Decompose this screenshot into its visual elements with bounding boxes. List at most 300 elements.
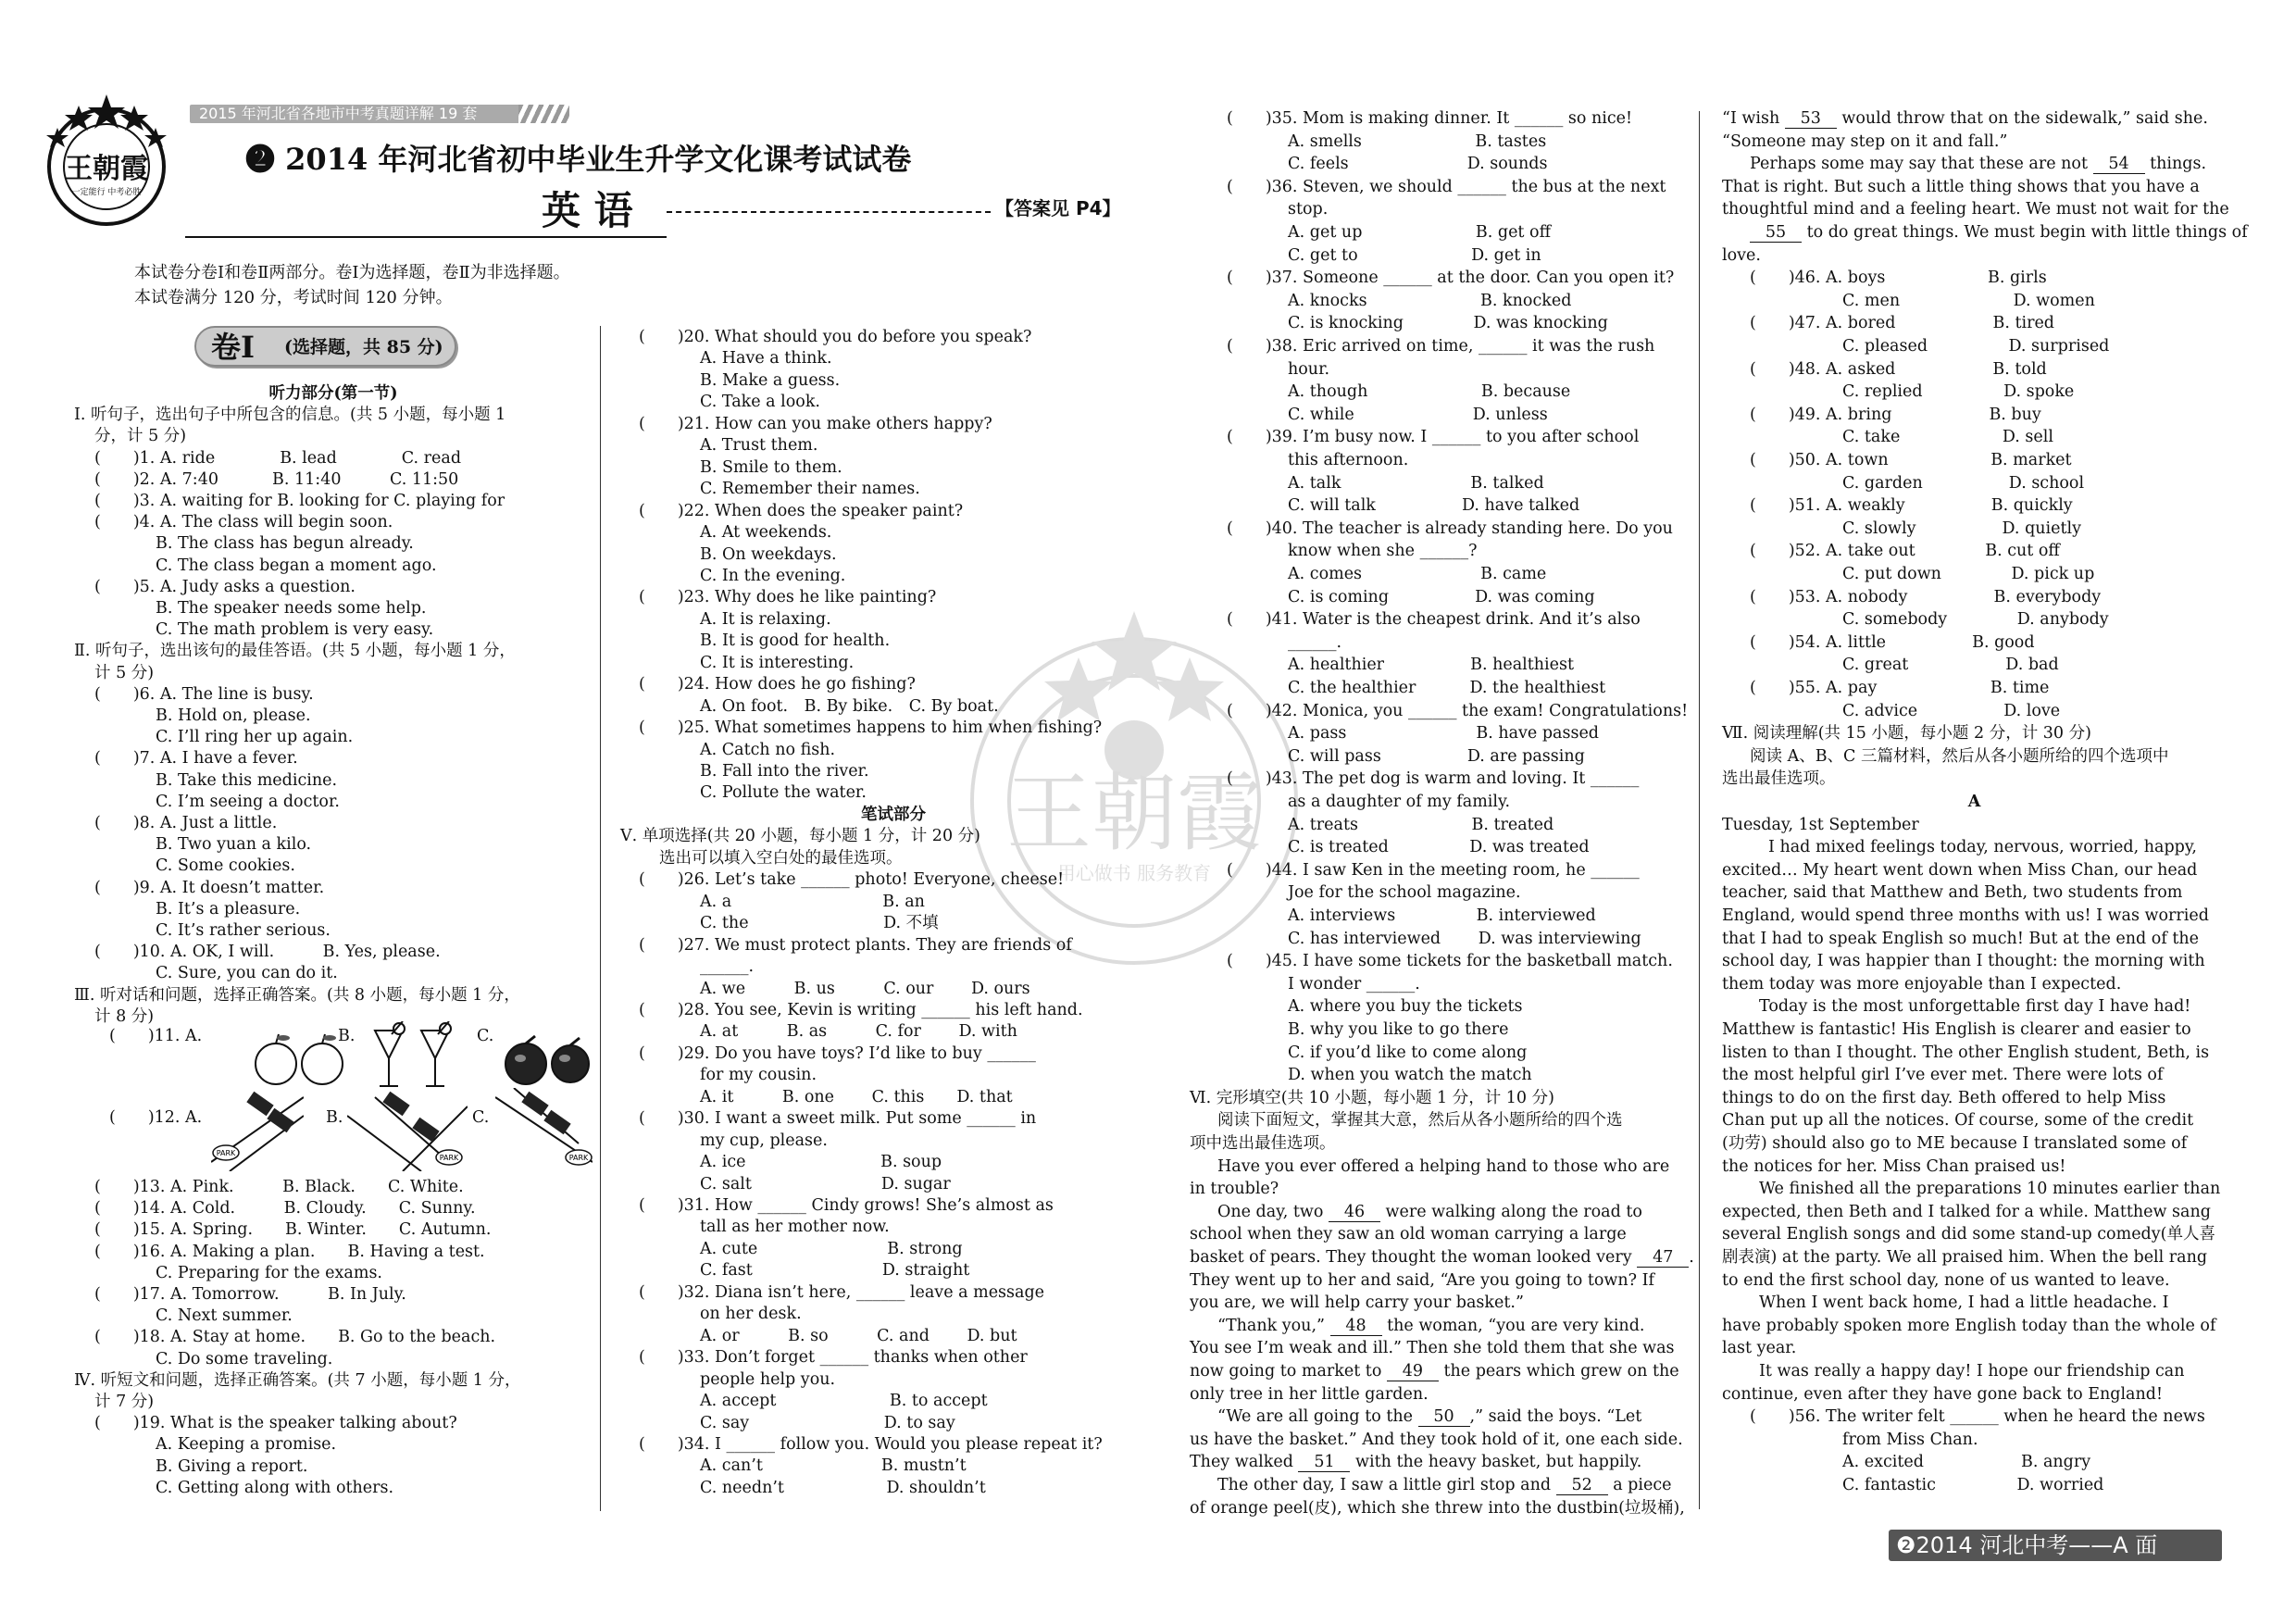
park-label-c: PARK xyxy=(568,1154,589,1162)
blank-number: 49 xyxy=(1387,1363,1439,1381)
line-text: ( )10. A. OK, I will. B. Yes, please. xyxy=(94,943,441,962)
line-text: 选出最佳选项。 xyxy=(1722,769,1836,789)
col3-line xyxy=(1227,768,1639,791)
line-text: B. Make a guess. xyxy=(700,370,841,390)
col4-line xyxy=(1722,1018,2191,1042)
line-text: C. The math problem is very easy. xyxy=(156,620,434,640)
col1-line xyxy=(94,576,356,599)
line-text: C. Pollute the water. xyxy=(700,783,867,803)
col1-line xyxy=(156,555,437,578)
part1-badge-sub: (选择题，共 85 分) xyxy=(284,337,443,357)
col2-line xyxy=(620,825,980,848)
line-text: ( )42. Monica, you ______ the exam! Congratulations! xyxy=(1227,701,1689,720)
line-text: ( )25. What sometimes happens to him when fishing? xyxy=(639,719,1103,738)
col4-line xyxy=(1722,1132,2187,1156)
line-text: A. Catch no fish. xyxy=(700,740,836,759)
line-text-tail: things. xyxy=(2144,155,2207,174)
col2-line xyxy=(700,434,817,457)
line-text: ( )31. How ______ Cindy grows! She’s almost as xyxy=(639,1196,1054,1215)
line-text-tail: would throw that on the sidewalk,” said she. xyxy=(1836,109,2208,128)
col2-line xyxy=(700,347,832,370)
blank-number: 52 xyxy=(1556,1477,1608,1495)
col2-line xyxy=(700,630,890,653)
line-text: ( )6. A. The line is busy. xyxy=(94,684,314,704)
col3-line xyxy=(1190,1429,1683,1452)
blank-number: 55 xyxy=(1750,224,1802,243)
col1b-line xyxy=(156,1456,308,1479)
line-text: Ⅱ. 听句子，选出该句的最佳答语。(共 5 小题，每小题 1 分， xyxy=(74,642,516,661)
watermark-logo xyxy=(940,593,1329,991)
line-text: ( )41. Water is the cheapest drink. And it’s also xyxy=(1227,610,1641,630)
col3-line xyxy=(1288,381,1570,404)
line-text: A. excited B. angry xyxy=(1842,1453,2091,1472)
col4-line xyxy=(1722,198,2229,221)
line-text: ( )30. I want a sweet milk. Put some ______ in xyxy=(639,1109,1037,1129)
line-text: B. It is good for health. xyxy=(700,631,891,651)
line-text: ( )2. A. 7:40 B. 11:40 C. 11:50 xyxy=(94,469,459,489)
col2-line xyxy=(700,544,837,567)
line-text: ( )5. A. Judy asks a question. xyxy=(94,577,356,596)
col2-line xyxy=(700,978,1030,1001)
line-text: They walked xyxy=(1190,1453,1299,1472)
line-text: ( )27. We must protect plants. They are friends of xyxy=(639,935,1072,955)
line-text: A. or B. so C. and D. but xyxy=(700,1326,1017,1345)
col2-line xyxy=(639,1433,1103,1456)
line-text: ( )56. The writer felt ______ when he heard the news xyxy=(1750,1407,2205,1427)
line-text: stop. xyxy=(1288,200,1329,219)
col3-line xyxy=(1288,449,1408,472)
col2-line xyxy=(639,326,1031,349)
col4-line xyxy=(1722,1156,2065,1179)
col1-line xyxy=(156,597,426,620)
col2-line xyxy=(639,1107,1036,1131)
q11-option-c: C. xyxy=(477,1027,494,1045)
col3-line xyxy=(1288,131,1546,154)
col4-line xyxy=(1722,1064,2163,1087)
line-text: C. It’s rather serious. xyxy=(156,921,331,940)
line-text: ( )45. I have some tickets for the basketball match. xyxy=(1227,952,1673,971)
line-text: 阅读下面短文，掌握其大意，然后从各小题所给的四个选 xyxy=(1217,1111,1623,1131)
col2-line xyxy=(700,1216,890,1239)
line-text: A. though B. because xyxy=(1288,382,1571,402)
line-text: Ⅴ. 单项选择(共 20 小题，每小题 1 分，计 20 分) xyxy=(620,827,980,846)
title-dash xyxy=(667,211,991,213)
col3-line xyxy=(1288,244,1541,268)
col2-line xyxy=(700,891,925,914)
line-text: from Miss Chan. xyxy=(1842,1430,1978,1449)
line-text: A. where you buy the tickets xyxy=(1288,997,1523,1017)
line-text: A. get up B. get off xyxy=(1288,223,1551,242)
col1b-line xyxy=(156,1262,382,1285)
line-text: ( )50. A. town B. market xyxy=(1750,451,2072,469)
line-text-tail: to do great things. We must begin with little things of xyxy=(1802,223,2248,242)
apples-icon xyxy=(250,1032,352,1088)
line-text: that I had to speak English so much! But at the end of the xyxy=(1722,929,2200,948)
line-text: C. get to D. get in xyxy=(1288,245,1541,265)
col2-line xyxy=(639,1281,1044,1305)
col2-line xyxy=(700,1259,969,1282)
line-text: ______. xyxy=(700,957,755,977)
line-text: the most helpful girl I’ve ever met. There were lots of xyxy=(1722,1066,2164,1085)
line-text: They went up to her and said, “Are you going to town? If xyxy=(1190,1270,1655,1290)
line-text: C. Do some traveling. xyxy=(156,1349,333,1368)
line-text: “I wish xyxy=(1722,109,1785,128)
line-text: B. Fall into the river. xyxy=(700,762,869,781)
line-text-tail: the woman, “you are very kind. xyxy=(1381,1316,1645,1335)
line-text: A. healthier B. healthiest xyxy=(1288,656,1575,675)
col4-line xyxy=(1722,1383,2163,1406)
line-text: ( )19. What is the speaker talking about? xyxy=(94,1414,457,1433)
line-text: A. On foot. B. By bike. C. By boat. xyxy=(700,696,999,716)
col3-line xyxy=(1217,1201,1642,1224)
col1-line xyxy=(156,962,338,985)
col1-line xyxy=(156,532,414,556)
line-text: ( )35. Mom is making dinner. It ______ so nice! xyxy=(1227,109,1633,128)
line-text: you are, we will help carry your basket.” xyxy=(1190,1293,1524,1313)
col2-line xyxy=(700,565,845,588)
col2-line xyxy=(700,1325,1017,1348)
col1b-line xyxy=(94,1412,457,1435)
watermark-main-text: 王朝霞 xyxy=(1005,764,1263,863)
line-text: only tree in her little garden. xyxy=(1190,1384,1429,1404)
col4-line xyxy=(1750,586,2101,609)
col3-line xyxy=(1288,722,1599,745)
paper-title xyxy=(245,141,911,178)
line-text: A xyxy=(1967,793,1981,811)
line-text: ( )13. A. Pink. B. Black. C. White. xyxy=(94,1178,464,1196)
line-text: C. Take a look. xyxy=(700,393,820,412)
line-text: ( )22. When does the speaker paint? xyxy=(639,501,964,520)
col1b-line xyxy=(156,1477,393,1500)
col1-line xyxy=(94,747,298,770)
line-text: C. is knocking D. was knocking xyxy=(1288,314,1608,333)
col1-line xyxy=(156,705,311,728)
col2-line xyxy=(700,391,820,414)
line-text: C. pleased D. surprised xyxy=(1842,337,2110,356)
line-text: ( )46. A. boys B. girls xyxy=(1750,269,2047,288)
col3-line xyxy=(1288,312,1608,335)
col2-line xyxy=(700,1303,802,1326)
line-text: C. men D. women xyxy=(1842,291,2095,310)
col4-line xyxy=(1750,267,2047,290)
col3-line xyxy=(1190,1132,1336,1156)
park-label-b: PARK xyxy=(439,1154,459,1162)
col3-line xyxy=(1190,1497,1685,1520)
col2-line xyxy=(700,369,840,393)
col3-line xyxy=(1288,928,1641,951)
line-text: C. I’ll ring her up again. xyxy=(156,728,354,747)
col3-line xyxy=(1288,631,1341,655)
q11-label: ( )11. A. xyxy=(109,1027,203,1045)
col2-line xyxy=(700,1173,951,1196)
line-text: I had mixed feelings today, nervous, worried, happy, xyxy=(1768,838,2197,857)
blank-number: 54 xyxy=(2093,156,2145,174)
col2-line xyxy=(700,760,869,783)
col2-line xyxy=(700,1238,963,1261)
col2-line xyxy=(700,739,835,762)
line-text: in trouble? xyxy=(1190,1180,1279,1199)
line-text: the notices for her. Miss Chan praised us! xyxy=(1722,1156,2066,1176)
col2-line xyxy=(700,695,999,719)
line-text: ( )37. Someone ______ at the door. Can you open it? xyxy=(1227,269,1675,288)
col4-line xyxy=(1842,472,2084,495)
col3-line xyxy=(1217,1406,1641,1429)
line-text: of orange peel(皮), which she threw into the dustbin(垃圾桶), xyxy=(1190,1498,1685,1518)
col1-line xyxy=(74,984,520,1007)
line-text: “Someone may step on it and fall.” xyxy=(1722,131,2008,151)
col3-line xyxy=(1288,1064,1532,1087)
col4-line xyxy=(1722,131,2007,154)
col3-line xyxy=(1190,1337,1675,1360)
line-text: A. pass B. have passed xyxy=(1288,724,1600,744)
col1-line xyxy=(156,833,311,856)
line-text: C. somebody D. anybody xyxy=(1842,610,2109,630)
line-text: ( )53. A. nobody B. everybody xyxy=(1750,587,2102,606)
col3-line xyxy=(1227,608,1641,631)
col3-line xyxy=(1227,859,1640,882)
map-b-icon xyxy=(347,1088,468,1171)
col2-line xyxy=(700,781,867,805)
line-text: A. It is relaxing. xyxy=(700,609,831,629)
line-text: basket of pears. They thought the woman looked very xyxy=(1190,1248,1638,1267)
line-text: ( )24. How does he go fishing? xyxy=(639,675,916,694)
col3-line xyxy=(1288,836,1590,859)
line-text: (功劳) should also go to ME because I translated some of xyxy=(1722,1134,2188,1153)
col4-line xyxy=(1722,1109,2193,1132)
col4-line xyxy=(1842,654,2059,677)
col3-line xyxy=(1288,494,1579,518)
line-text: ( )44. I saw Ken in the meeting room, he ______ xyxy=(1227,860,1640,880)
line-text: ( )23. Why does he like painting? xyxy=(639,588,937,607)
line-text: A. Trust them. xyxy=(700,436,818,456)
col2-line xyxy=(700,1064,817,1087)
line-text: tall as her mother now. xyxy=(700,1218,890,1237)
line-text: ( )14. A. Cold. B. Cloudy. C. Sunny. xyxy=(94,1199,476,1218)
footer-label: ❷2014 河北中考——A 面 xyxy=(1896,1532,2158,1558)
line-text: ______. xyxy=(1288,632,1342,652)
col4-line xyxy=(1722,881,2182,905)
line-text: C. take D. sell xyxy=(1842,428,2053,447)
col1-line xyxy=(74,382,593,406)
line-text: ( )55. A. pay B. time xyxy=(1750,679,2050,697)
exam-intro-2: 本试卷满分 120 分，考试时间 120 分钟。 xyxy=(134,288,453,307)
line-text: A. cute B. strong xyxy=(700,1239,963,1258)
col2-line xyxy=(639,1043,1036,1066)
line-text: The other day, I saw a little girl stop and xyxy=(1217,1476,1556,1494)
line-text: A. knocks B. knocked xyxy=(1288,291,1572,310)
subject-title: 英 语 xyxy=(542,188,633,233)
col3-line xyxy=(1190,1360,1679,1383)
line-text: C. while D. unless xyxy=(1288,405,1548,424)
line-text: several English songs and did some stand-up comedy(单人喜 xyxy=(1722,1225,2215,1244)
col1b-line xyxy=(94,1391,154,1414)
blank-number: 50 xyxy=(1418,1408,1470,1427)
map-c-icon xyxy=(495,1088,593,1171)
col2-line xyxy=(639,1346,1028,1369)
line-text: things to do on the first day. Beth offered to help Miss xyxy=(1722,1088,2166,1107)
col4-line xyxy=(1842,290,2095,313)
col3-line xyxy=(1288,472,1544,495)
col1-line xyxy=(156,791,340,814)
line-text: ( )38. Eric arrived on time, ______ it was the rush xyxy=(1227,337,1655,356)
col2-line xyxy=(700,1086,1013,1109)
col2-line xyxy=(700,652,854,675)
line-text: 选出可以填入空白处的最佳选项。 xyxy=(659,848,903,868)
col4-line xyxy=(1842,700,2060,723)
line-text: C. I’m seeing a doctor. xyxy=(156,792,340,811)
line-text: school day, I was happier than I thought: the morning with xyxy=(1722,952,2205,971)
line-text: C. will pass D. are passing xyxy=(1288,746,1585,766)
line-text: ( )52. A. take out B. cut off xyxy=(1750,542,2060,561)
col4-line xyxy=(1722,1201,2211,1224)
col4-line xyxy=(1759,1178,2220,1201)
col4-line xyxy=(1750,404,2041,427)
line-text: C. say D. to say xyxy=(700,1413,955,1432)
line-text: people help you. xyxy=(700,1369,836,1389)
line-text: It was really a happy day! I hope our friendship can xyxy=(1759,1362,2185,1381)
line-text: ( )32. Diana isn’t here, ______ leave a message xyxy=(639,1282,1045,1302)
listening-pictures xyxy=(74,1014,593,1181)
line-text: A. it B. one C. this D. that xyxy=(700,1087,1013,1106)
col4-line xyxy=(1750,540,2060,563)
col4-line xyxy=(1750,449,2072,472)
line-text: ( )26. Let’s take ______ photo! Everyone, cheese! xyxy=(639,870,1065,890)
col1-line xyxy=(94,812,277,835)
col1b-line xyxy=(156,1433,336,1456)
paper-title-text: 2014 年河北省初中毕业生升学文化课考试试卷 xyxy=(285,142,912,177)
col3-line xyxy=(1288,677,1605,700)
col3-line xyxy=(1288,995,1522,1018)
logo-text: 王朝霞 xyxy=(65,153,148,185)
line-text: A. treats B. treated xyxy=(1288,815,1554,834)
line-text: B. On weekdays. xyxy=(700,544,837,564)
line-text: Ⅶ. 阅读理解(共 15 小题，每小题 2 分，计 30 分) xyxy=(1722,724,2091,744)
watermark-motto: 用心做书 服务教育 xyxy=(1056,862,1212,884)
line-text: C. advice D. love xyxy=(1842,701,2061,720)
line-text: C. garden D. school xyxy=(1842,473,2085,493)
line-text: 计 8 分) xyxy=(94,1006,155,1026)
col2-line xyxy=(700,456,842,480)
line-text: Tuesday, 1st September xyxy=(1722,815,1919,834)
q11-option-b: B. xyxy=(338,1027,356,1045)
exam-intro-1: 本试卷分卷Ⅰ和卷Ⅱ两部分。卷Ⅰ为选择题，卷Ⅱ为非选择题。 xyxy=(134,263,570,282)
line-text: hour. xyxy=(1288,359,1330,379)
line-text: ( )3. A. waiting for B. looking for C. playing for xyxy=(94,492,505,510)
line-text: One day, two xyxy=(1217,1202,1329,1221)
blank-number: 48 xyxy=(1330,1318,1382,1336)
line-text: ( )17. A. Tomorrow. B. In July. xyxy=(94,1285,406,1304)
col3-line xyxy=(1190,1269,1654,1293)
title-underline xyxy=(185,236,667,238)
col1b-line xyxy=(94,1283,406,1306)
col4-line xyxy=(1722,1315,2215,1338)
line-text: for my cousin. xyxy=(700,1066,817,1085)
col4-line xyxy=(1842,563,2094,586)
col2-line xyxy=(639,1194,1054,1218)
col2-line xyxy=(700,1477,986,1500)
line-text: ( )18. A. Stay at home. B. Go to the beach. xyxy=(94,1328,496,1347)
line-text: C. great D. bad xyxy=(1842,656,2059,675)
col3-line xyxy=(1190,1087,1554,1110)
col4-line xyxy=(1842,518,2081,541)
line-text: ( )21. How can you make others happy? xyxy=(639,414,992,433)
col3-line xyxy=(1190,1292,1524,1315)
col3-line xyxy=(1288,540,1477,563)
line-text: C. Remember their names. xyxy=(700,480,920,499)
col4-line xyxy=(1750,312,2054,335)
line-text: ( )47. A. bored B. tired xyxy=(1750,314,2055,333)
line-text: We finished all the preparations 10 minutes earlier than xyxy=(1759,1180,2221,1199)
col3-line xyxy=(1288,791,1510,814)
line-text: Today is the most unforgettable first day I have had! xyxy=(1759,997,2191,1017)
col4-line xyxy=(1722,905,2209,928)
line-text: 计 7 分) xyxy=(94,1393,155,1411)
line-text: 笔试部分 xyxy=(861,805,926,824)
col1-line xyxy=(94,877,324,900)
col4-line xyxy=(1750,677,2049,700)
col3-line xyxy=(1288,654,1574,677)
line-text: England, would spend three months with us! I was worried xyxy=(1722,906,2209,925)
blank-number: 53 xyxy=(1785,110,1837,129)
col4-line xyxy=(1842,608,2109,631)
line-text: ( )49. A. bring B. buy xyxy=(1750,405,2041,424)
park-label-a: PARK xyxy=(216,1149,236,1157)
col1b-line xyxy=(94,1197,476,1220)
line-text: continue, even after they have gone back to England! xyxy=(1722,1384,2163,1404)
line-text: Perhaps some may say that these are not xyxy=(1750,155,2093,174)
col4-line xyxy=(1722,722,2091,745)
col4-line xyxy=(1722,107,2208,131)
col1-line xyxy=(94,425,186,448)
line-text: ( )7. A. I have a fever. xyxy=(94,749,298,769)
line-text: Have you ever offered a helping hand to those who are xyxy=(1217,1156,1670,1176)
line-text: ( )4. A. The class will begin soon. xyxy=(94,513,393,532)
col3-line xyxy=(1288,563,1546,586)
q12-option-b: B. xyxy=(326,1108,343,1127)
line-text: expected, then Beth and I talked for a while. Matthew sang xyxy=(1722,1202,2211,1221)
col4-line xyxy=(1842,1451,2090,1474)
line-text: ( )39. I’m busy now. I ______ to you after school xyxy=(1227,428,1640,447)
col3-line xyxy=(1190,1383,1429,1406)
line-text: 听力部分(第一节) xyxy=(268,384,398,403)
line-text: 项中选出最佳选项。 xyxy=(1190,1134,1336,1153)
col2-line xyxy=(659,847,903,870)
col4-line xyxy=(1722,859,2197,882)
oranges-icon xyxy=(500,1032,593,1088)
col3-line xyxy=(1288,814,1554,837)
col4-line xyxy=(1842,1474,2103,1497)
col2-line xyxy=(700,912,939,935)
col2-line xyxy=(639,934,1072,957)
col4-line xyxy=(1750,221,2248,244)
line-text: last year. xyxy=(1722,1339,1797,1358)
line-text: A. smells B. tastes xyxy=(1288,131,1547,151)
col4-line xyxy=(1722,1223,2215,1246)
col1-line xyxy=(156,619,433,642)
line-text: C. In the evening. xyxy=(700,566,846,585)
col3-line xyxy=(1288,153,1548,176)
col4-line xyxy=(1842,335,2109,358)
line-text: C. put down D. pick up xyxy=(1842,565,2095,583)
col4-line xyxy=(1722,814,1919,837)
col3-line xyxy=(1217,1315,1644,1338)
paper-number: ❷ xyxy=(245,142,276,177)
col3-line xyxy=(1190,1178,1279,1201)
line-text: C. replied D. spoke xyxy=(1842,382,2075,402)
line-text: B. why you like to go there xyxy=(1288,1020,1509,1039)
col1-line xyxy=(94,662,154,685)
line-text: Ⅰ. 听句子，选出句子中所包含的信息。(共 5 小题，每小题 1 xyxy=(74,406,506,425)
